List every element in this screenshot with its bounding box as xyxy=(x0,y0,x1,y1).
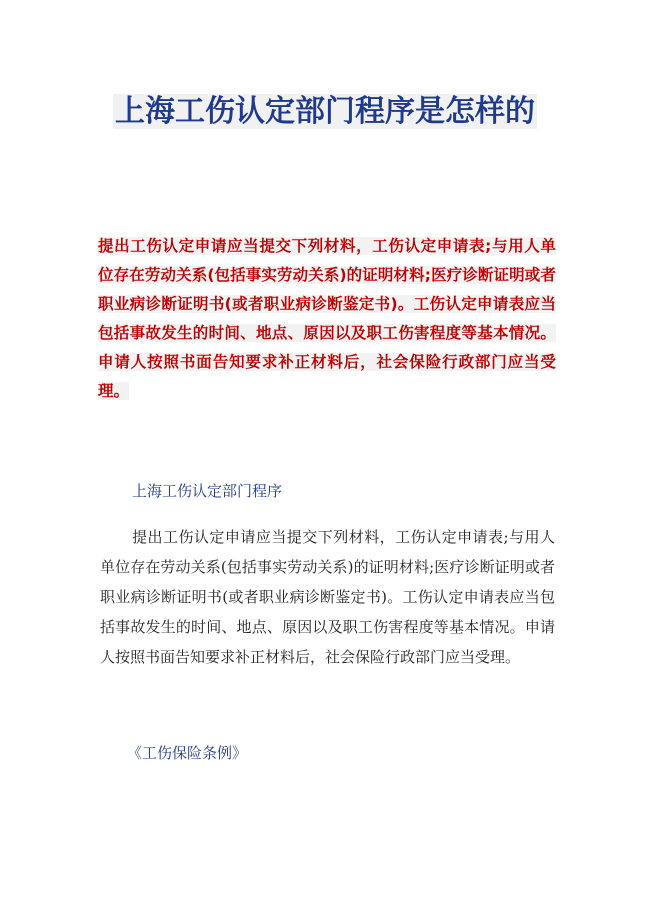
section-heading: 上海工伤认定部门程序 xyxy=(132,482,283,500)
page-title-text: 上海工伤认定部门程序是怎样的 xyxy=(115,94,535,129)
law-reference-heading: 《工伤保险条例》 xyxy=(127,744,248,762)
summary-text: 提出工伤认定申请应当提交下列材料，工伤认定申请表;与用人单位存在劳动关系(包括事实劳动关系)的证明材料;医疗诊断证明或者职业病诊断证明书(或者职业病诊断鉴定书)。工伤认定申请表应当包括事故发生的时间、地点、原因以及职工伤害程度等基本情况。申请人按照书面告知要求补正材料后，社会保险行政部门应当受理。 xyxy=(98,237,556,400)
page-title xyxy=(100,86,550,138)
summary-paragraph xyxy=(98,232,556,406)
section-body-paragraph: 提出工伤认定申请应当提交下列材料，工伤认定申请表;与用人单位存在劳动关系(包括事实劳动关系)的证明材料;医疗诊断证明或者职业病诊断证明书(或者职业病诊断鉴定书)。工伤认定申请表应当包括事故发生的时间、地点、原因以及职工伤害程度等基本情况。申请人按照书面告知要求补正材料后，社会保险行政部门应当受理。 xyxy=(100,528,555,666)
